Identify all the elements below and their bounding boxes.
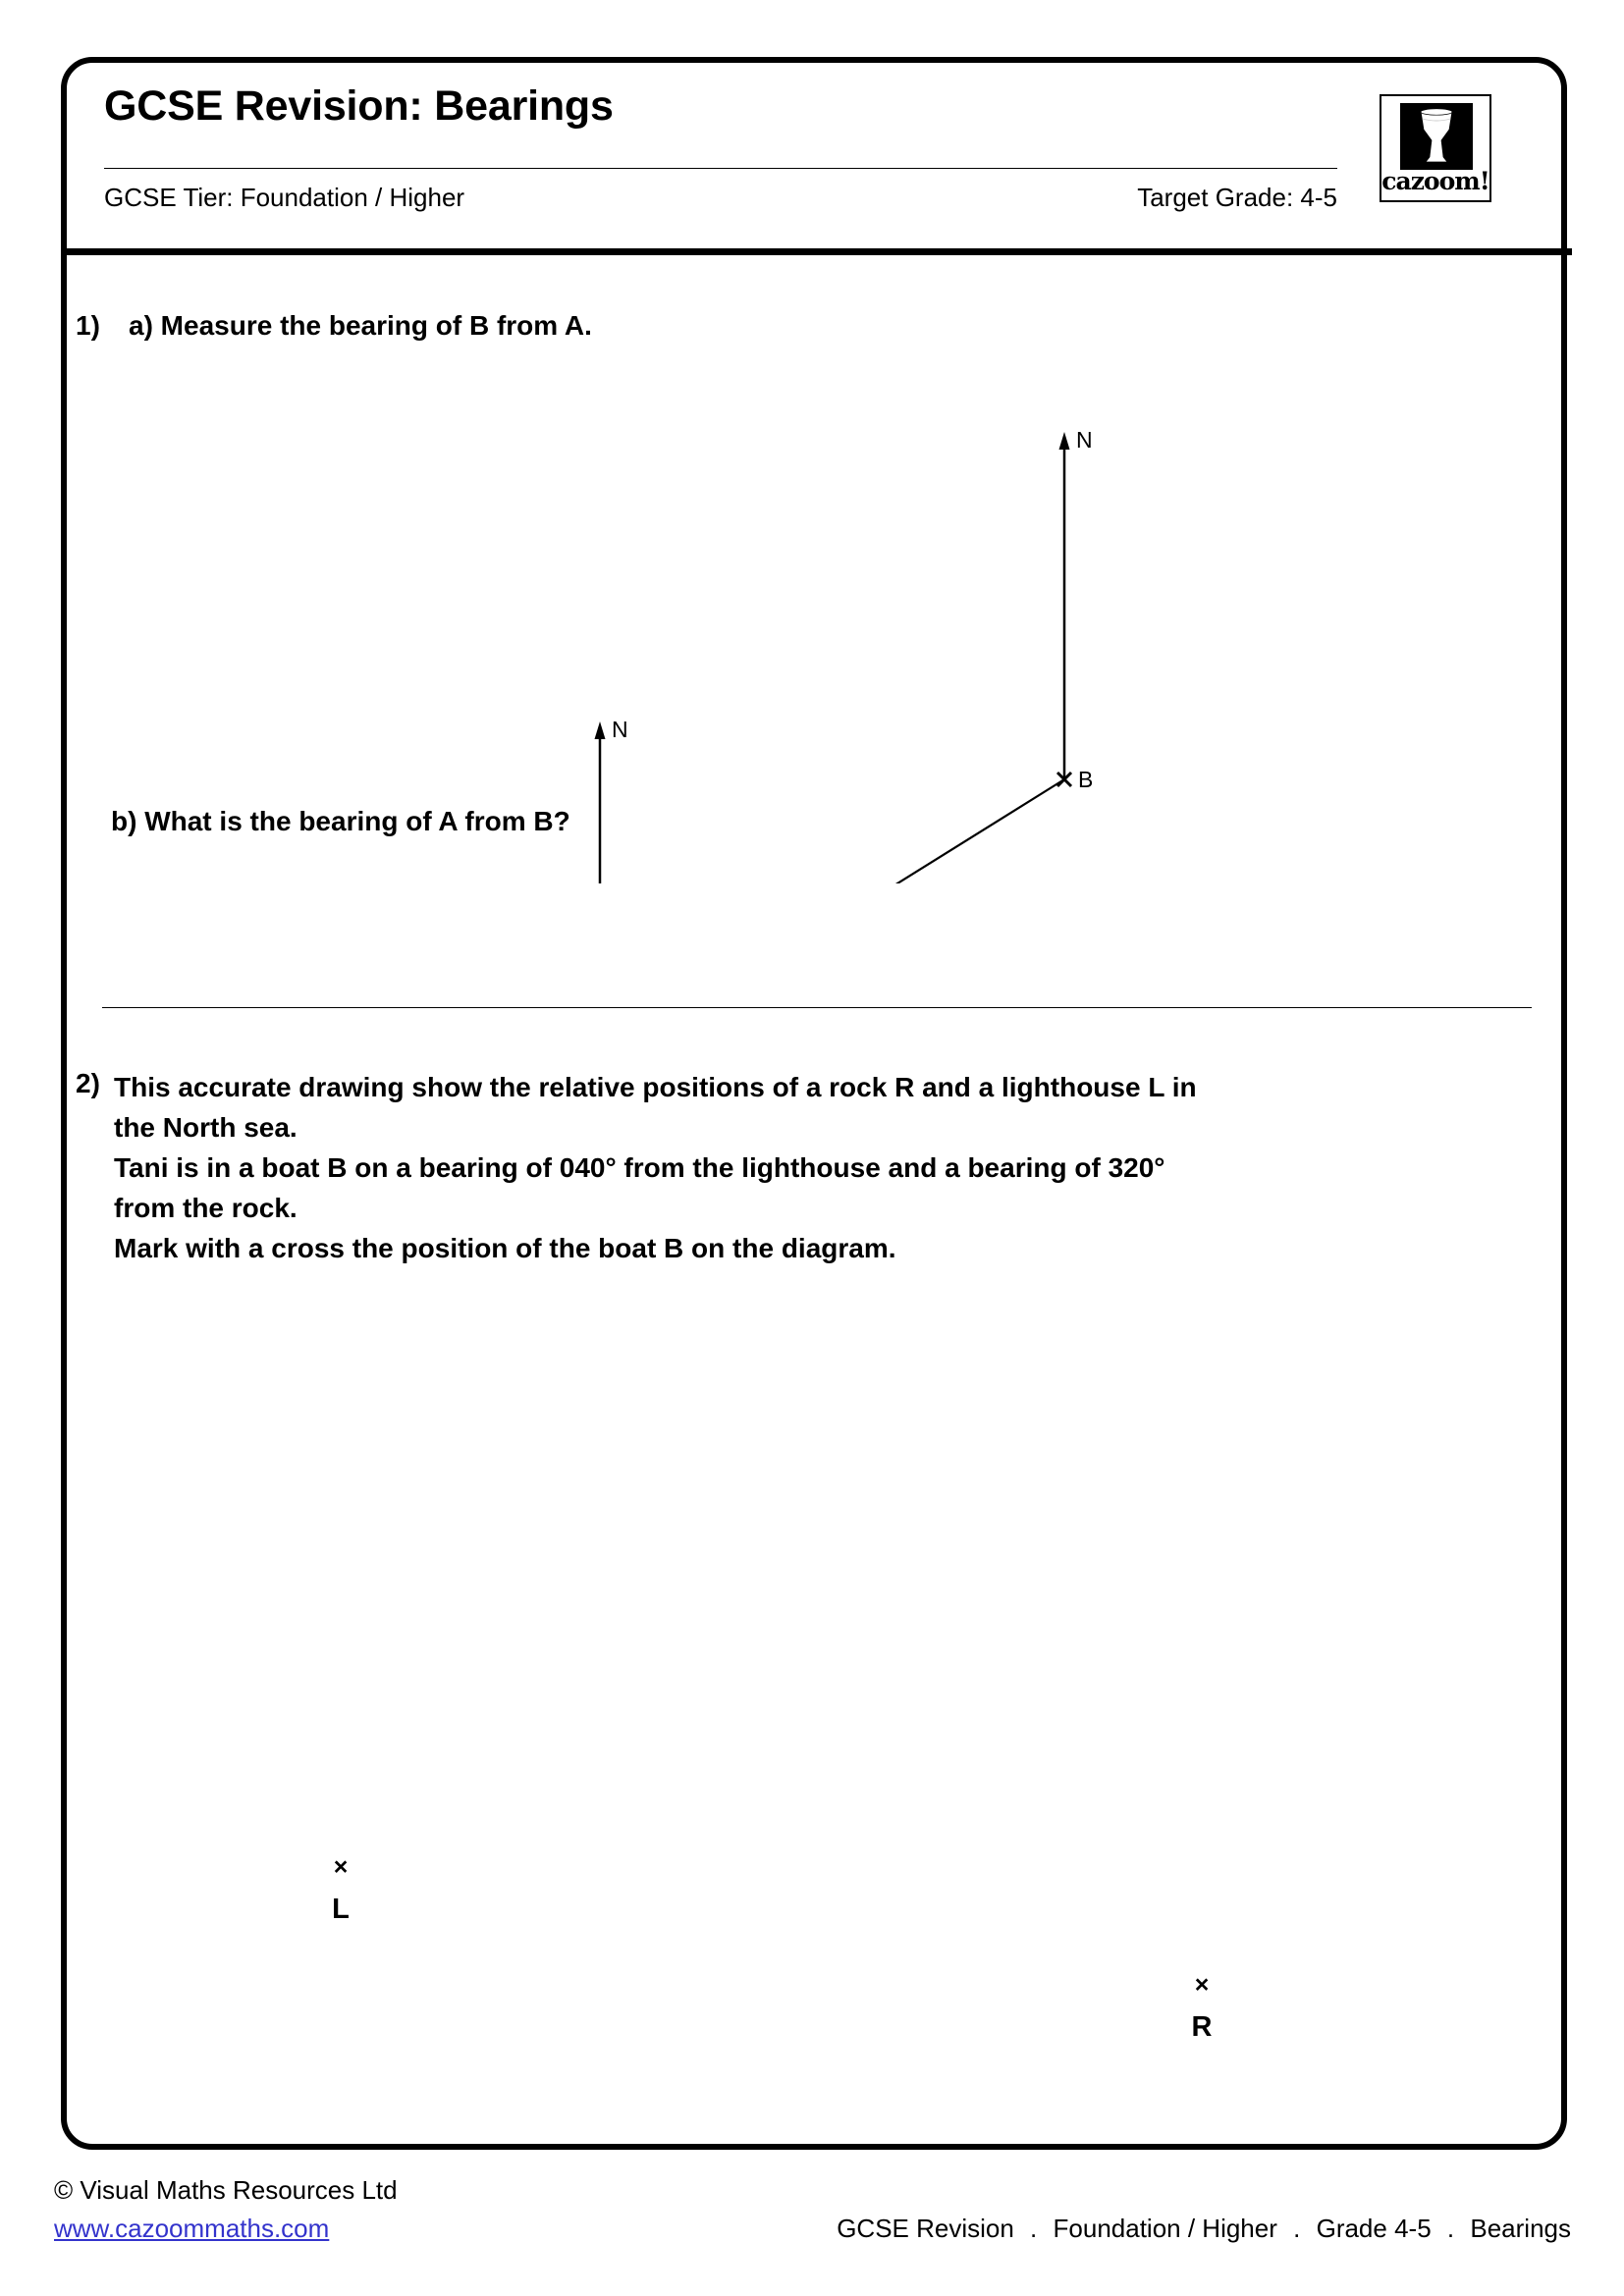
- question-divider: [102, 1007, 1532, 1008]
- lighthouse-marker: [311, 1855, 370, 1924]
- question-2-line-4: from the rock.: [114, 1192, 298, 1223]
- question-2-line-1: This accurate drawing show the relative positions of a rock R and a lighthouse L in: [114, 1072, 1197, 1102]
- question-1-part-a: a) Measure the bearing of B from A.: [129, 310, 592, 341]
- page-title: GCSE Revision: Bearings: [104, 82, 614, 130]
- rock-lighthouse-diagram: [67, 1237, 1561, 2150]
- copyright-text: © Visual Maths Resources Ltd: [54, 2175, 398, 2205]
- question-1-number: 1): [76, 310, 100, 341]
- breadcrumb: [589, 2214, 1571, 2244]
- lighthouse-cross-icon: ×: [333, 1853, 349, 1881]
- header-bottom-rule: [66, 248, 1572, 255]
- breadcrumb-separator-1: .: [1030, 2214, 1038, 2243]
- north-arrowhead-b: [1059, 432, 1070, 450]
- lighthouse-label: L: [332, 1894, 350, 1925]
- question-2-line-5: Mark with a cross the position of the boat B on the diagram.: [114, 1232, 896, 1263]
- question-2-line-2: the North sea.: [114, 1111, 298, 1143]
- point-b-label: B: [1078, 767, 1094, 792]
- north-label-b: N: [1076, 427, 1093, 453]
- question-2-number: 2): [76, 1068, 100, 1098]
- cazoom-wordmark: cazoom!: [1381, 167, 1489, 195]
- question-1-part-b: b) What is the bearing of A from B?: [111, 806, 570, 836]
- worksheet-body: [67, 255, 1561, 2144]
- cazoommaths-link[interactable]: www.cazoommaths.com: [54, 2214, 330, 2243]
- rock-label: R: [1191, 2011, 1213, 2043]
- drum-icon: [1400, 103, 1473, 170]
- tier-label: GCSE Tier: Foundation / Higher: [104, 183, 465, 212]
- breadcrumb-separator-3: .: [1446, 2214, 1455, 2243]
- drum-glyph: [1417, 108, 1456, 165]
- worksheet-header: [67, 63, 1561, 254]
- question-2-line-3: Tani is in a boat B on a bearing of 040° from the lighthouse and a bearing of 320°: [114, 1151, 1165, 1183]
- breadcrumb-item-topic: Bearings: [1470, 2214, 1571, 2243]
- breadcrumb-item-grade: Grade 4-5: [1316, 2214, 1432, 2243]
- title-divider: [104, 168, 1337, 169]
- rock-cross-icon: ×: [1194, 1971, 1210, 1999]
- breadcrumb-separator-2: .: [1293, 2214, 1301, 2243]
- north-arrowhead-a: [595, 721, 606, 739]
- target-grade-label: Target Grade: 4-5: [1137, 183, 1337, 212]
- rock-marker: [1172, 1973, 1231, 2042]
- breadcrumb-item-revision: GCSE Revision: [837, 2214, 1014, 2243]
- bearings-diagram-ab: [67, 255, 1561, 883]
- worksheet-frame: [61, 57, 1567, 2150]
- cazoom-logo: [1380, 94, 1491, 202]
- breadcrumb-item-tier: Foundation / Higher: [1053, 2214, 1277, 2243]
- page-footer: [0, 2175, 1624, 2293]
- north-label-a: N: [612, 717, 628, 742]
- bearing-line-ab: [600, 779, 1064, 883]
